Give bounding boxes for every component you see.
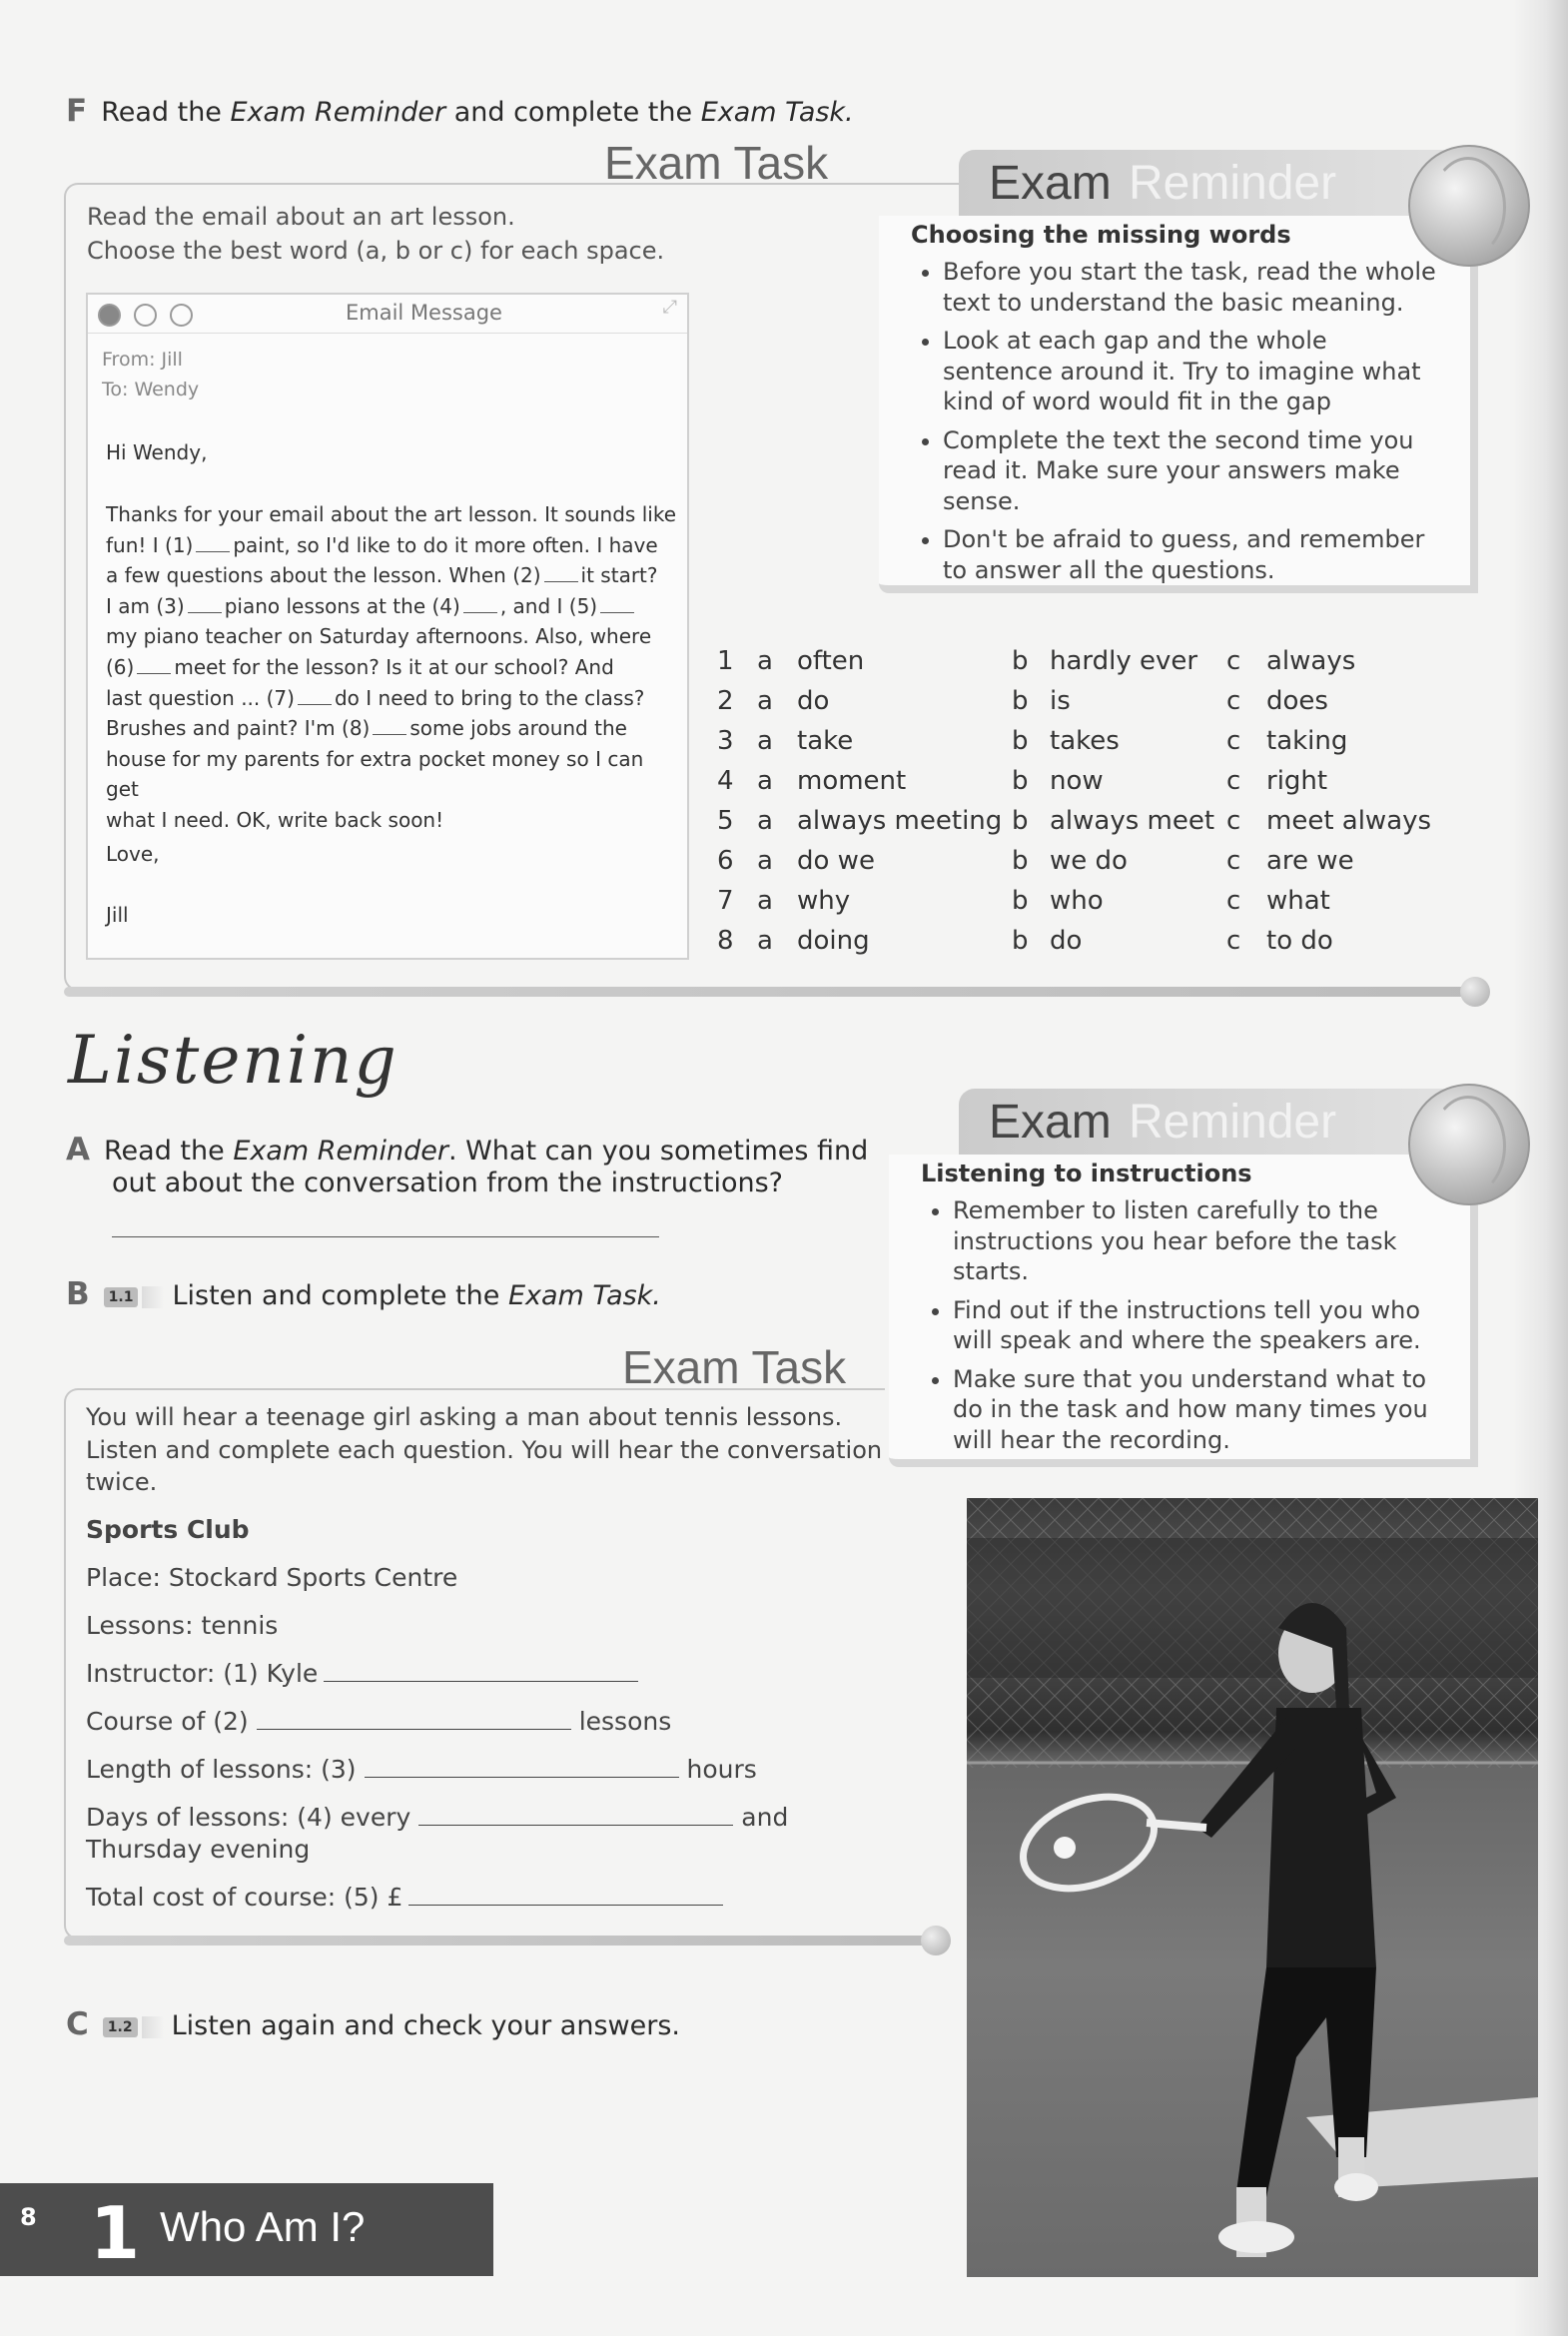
gap-blank (544, 581, 578, 582)
email-greeting: Hi Wendy, (106, 440, 208, 464)
option-choice[interactable]: does (1266, 686, 1328, 716)
option-number: 5 (717, 806, 734, 836)
option-letter: b (1012, 686, 1029, 716)
option-number: 4 (717, 766, 734, 796)
option-choice[interactable]: who (1050, 886, 1104, 916)
reminder-list (889, 1195, 1470, 1455)
option-choice[interactable]: take (797, 726, 854, 756)
option-letter: a (757, 766, 773, 796)
panel-knob (921, 1926, 951, 1955)
answer-blank[interactable] (408, 1905, 723, 1906)
email-line: Thanks for your email about the art lesson. It sounds like (106, 502, 676, 526)
gap-blank (463, 612, 497, 613)
instr-text: Exam Task. (700, 97, 854, 128)
gap-blank (298, 704, 332, 705)
section-letter: F (66, 93, 88, 129)
option-letter: b (1012, 886, 1029, 916)
option-letter: c (1226, 686, 1241, 716)
exam-reminder-box (889, 1089, 1478, 1473)
option-choice[interactable]: why (797, 886, 851, 916)
email-closing: Love, (106, 842, 160, 866)
exam-task-title: Exam Task (604, 137, 829, 189)
option-choice[interactable]: is (1050, 686, 1071, 716)
email-line: a few questions about the lesson. When (2) it start? (106, 563, 658, 588)
form-length: Length of lessons: (3) hours (86, 1755, 757, 1784)
reminder-body (889, 1155, 1478, 1467)
reminder-word: Reminder (1129, 1096, 1337, 1149)
option-choice[interactable]: meet always (1266, 806, 1432, 836)
maximize-window-icon[interactable] (170, 304, 193, 327)
email-headers (102, 345, 199, 404)
intro-line: You will hear a teenage girl asking a man about tennis lessons. (86, 1403, 843, 1431)
audio-track-bar (142, 2016, 164, 2038)
option-letter: b (1012, 806, 1029, 836)
intro-line: Choose the best word (a, b or c) for each space. (87, 237, 665, 265)
form-title: Sports Club (86, 1515, 250, 1544)
option-letter: c (1226, 726, 1241, 756)
answer-line[interactable] (112, 1236, 659, 1237)
option-choice[interactable]: always meeting (797, 806, 1003, 836)
option-number: 6 (717, 846, 734, 876)
form-course: Course of (2) lessons (86, 1707, 672, 1736)
section-letter: B (66, 1276, 90, 1312)
reminder-list (879, 257, 1470, 585)
tennis-player-photo (967, 1498, 1538, 2277)
option-number: 8 (717, 926, 734, 956)
reminder-item: • Find out if the instructions tell you who will speak and where the speakers are. (953, 1295, 1444, 1356)
reminder-heading: Choosing the missing words (911, 221, 1291, 249)
reminder-heading: Listening to instructions (921, 1160, 1252, 1187)
option-choice[interactable]: right (1266, 766, 1328, 796)
instr-text: Exam Reminder (230, 97, 446, 128)
gap-blank (600, 612, 634, 613)
photo-illustration (967, 1498, 1538, 2277)
reminder-word: Exam (989, 1096, 1112, 1149)
unit-footer (0, 2183, 493, 2276)
option-letter: b (1012, 646, 1029, 676)
reminder-tab (959, 1089, 1478, 1155)
panel-knob (1460, 977, 1490, 1007)
option-letter: b (1012, 766, 1029, 796)
listening-intro (86, 1401, 882, 1499)
intro-line: Listen and complete each question. You will hear the conversation (86, 1435, 883, 1464)
option-choice[interactable]: hardly ever (1050, 646, 1198, 676)
section-letter: A (66, 1132, 90, 1168)
gap-blank (196, 551, 230, 552)
answer-blank[interactable] (365, 1777, 679, 1778)
option-letter: a (757, 686, 773, 716)
instr-text: and complete the (445, 97, 701, 128)
reminder-body (879, 216, 1478, 593)
option-choice[interactable]: doing (797, 926, 870, 956)
instr-text: Read the (101, 97, 231, 128)
form-days: Days of lessons: (4) every and (86, 1803, 789, 1832)
resize-icon[interactable]: ⤢ (662, 297, 677, 318)
answer-blank[interactable] (324, 1681, 638, 1682)
email-line: my piano teacher on Saturday afternoons. Also, where (106, 624, 652, 649)
exam-task-title: Exam Task (622, 1341, 847, 1393)
email-line: last question ... (7) do I need to bring to the class? (106, 685, 645, 710)
minimize-window-icon[interactable] (134, 304, 157, 327)
task-intro (87, 200, 664, 268)
exam-reminder-box (879, 150, 1478, 604)
option-choice[interactable]: now (1050, 766, 1104, 796)
option-letter: c (1226, 886, 1241, 916)
option-letter: b (1012, 726, 1029, 756)
option-letter: c (1226, 926, 1241, 956)
email-line: house for my parents for extra pocket money so I can get (106, 746, 644, 802)
reminder-item: • Before you start the task, read the whole text to understand the basic meaning. (943, 257, 1440, 318)
option-choice[interactable]: always meet (1050, 806, 1215, 836)
option-letter: b (1012, 846, 1029, 876)
option-choice[interactable]: do we (797, 846, 875, 876)
intro-line: Read the email about an art lesson. (87, 203, 515, 231)
option-number: 2 (717, 686, 734, 716)
option-letter: a (757, 926, 773, 956)
reminder-item: • Don't be afraid to guess, and remember to answer all the questions. (943, 524, 1440, 585)
page-number: 8 (20, 2203, 37, 2231)
option-letter: a (757, 806, 773, 836)
option-letter: c (1226, 766, 1241, 796)
answer-blank[interactable] (257, 1729, 571, 1730)
email-line: I am (3) piano lessons at the (4) , and I (5) (106, 591, 680, 622)
sports-club-form (86, 1515, 885, 1935)
email-title-bar (88, 295, 687, 334)
audio-track-bar (142, 1286, 164, 1308)
unit-title: Who Am I? (160, 2203, 366, 2250)
option-choice[interactable]: do (797, 686, 830, 716)
audio-track-icon[interactable]: 1.1 (104, 1287, 139, 1307)
reminder-word: Exam (989, 157, 1112, 210)
option-letter: c (1226, 846, 1241, 876)
option-letter: b (1012, 926, 1029, 956)
listening-c-instruction: C 1.2 Listen again and check your answers. (66, 2006, 680, 2042)
option-choice[interactable]: are we (1266, 846, 1354, 876)
email-signature: Jill (106, 903, 129, 927)
reminder-tab (959, 150, 1478, 216)
answer-blank[interactable] (418, 1825, 733, 1826)
reminder-item: • Make sure that you understand what to do in the task and how many times you will hear the recording. (953, 1364, 1444, 1456)
form-instructor: Instructor: (1) Kyle (86, 1659, 638, 1688)
listening-b-instruction: B 1.1 Listen and complete the Exam Task. (66, 1276, 661, 1312)
close-window-icon[interactable] (98, 304, 121, 327)
option-number: 3 (717, 726, 734, 756)
option-number: 7 (717, 886, 734, 916)
tennis-ball-icon (1408, 1084, 1530, 1205)
email-line: what I need. OK, write back soon! (106, 807, 444, 832)
gap-blank (137, 673, 171, 674)
gap-blank (373, 734, 406, 735)
option-choice[interactable]: what (1266, 886, 1330, 916)
option-letter: a (757, 886, 773, 916)
listening-a-instruction: A Read the Exam Reminder. What can you sometimes find out about the conversation from the instructions? (66, 1134, 885, 1199)
email-window (86, 293, 689, 960)
option-choice[interactable]: do (1050, 926, 1083, 956)
email-window-title: Email Message (346, 301, 502, 325)
option-choice[interactable]: moment (797, 766, 907, 796)
option-number: 1 (717, 646, 734, 676)
option-letter: a (757, 726, 773, 756)
option-letter: c (1226, 806, 1241, 836)
option-letter: a (757, 646, 773, 676)
option-choice[interactable]: we do (1050, 846, 1128, 876)
email-line: Brushes and paint? I'm (8) some jobs around the (106, 716, 627, 741)
form-cost: Total cost of course: (5) £ (86, 1883, 723, 1912)
intro-line: twice. (86, 1468, 158, 1496)
section-letter: C (66, 2006, 89, 2042)
gap-blank (188, 612, 222, 613)
reminder-item: • Complete the text the second time you read it. Make sure your answers make sense. (943, 425, 1440, 517)
instr-text: out about the conversation from the instructions? (112, 1168, 784, 1198)
audio-track-icon[interactable]: 1.2 (103, 2017, 138, 2037)
section-f-instruction (66, 93, 854, 129)
option-choice[interactable]: takes (1050, 726, 1120, 756)
form-days-cont: Thursday evening (86, 1835, 311, 1864)
option-letter: c (1226, 646, 1241, 676)
form-place: Place: Stockard Sports Centre (86, 1563, 458, 1592)
reminder-item: • Remember to listen carefully to the instructions you hear before the task starts. (953, 1195, 1444, 1287)
unit-number: 1 (90, 2191, 141, 2275)
email-to: To: Wendy (102, 379, 200, 400)
email-line: fun! I (1) paint, so I'd like to do it more often. I have (106, 532, 658, 557)
email-from: From: Jill (102, 349, 183, 371)
option-choice[interactable]: often (797, 646, 865, 676)
email-line: (6) meet for the lesson? Is it at our school? And (106, 654, 614, 679)
panel-divider (64, 987, 1482, 997)
panel-divider (64, 1936, 943, 1946)
tennis-ball-icon (1408, 145, 1530, 267)
option-letter: a (757, 846, 773, 876)
option-choice[interactable]: always (1266, 646, 1356, 676)
email-body (106, 499, 680, 836)
reminder-item: • Look at each gap and the whole sentence around it. Try to imagine what kind of word would fit in the gap (943, 326, 1440, 417)
option-choice[interactable]: taking (1266, 726, 1348, 756)
option-choice[interactable]: to do (1266, 926, 1333, 956)
answer-options (717, 646, 1436, 976)
form-lessons: Lessons: tennis (86, 1611, 279, 1640)
listening-title: Listening (68, 1022, 398, 1099)
reminder-word: Reminder (1129, 157, 1337, 210)
